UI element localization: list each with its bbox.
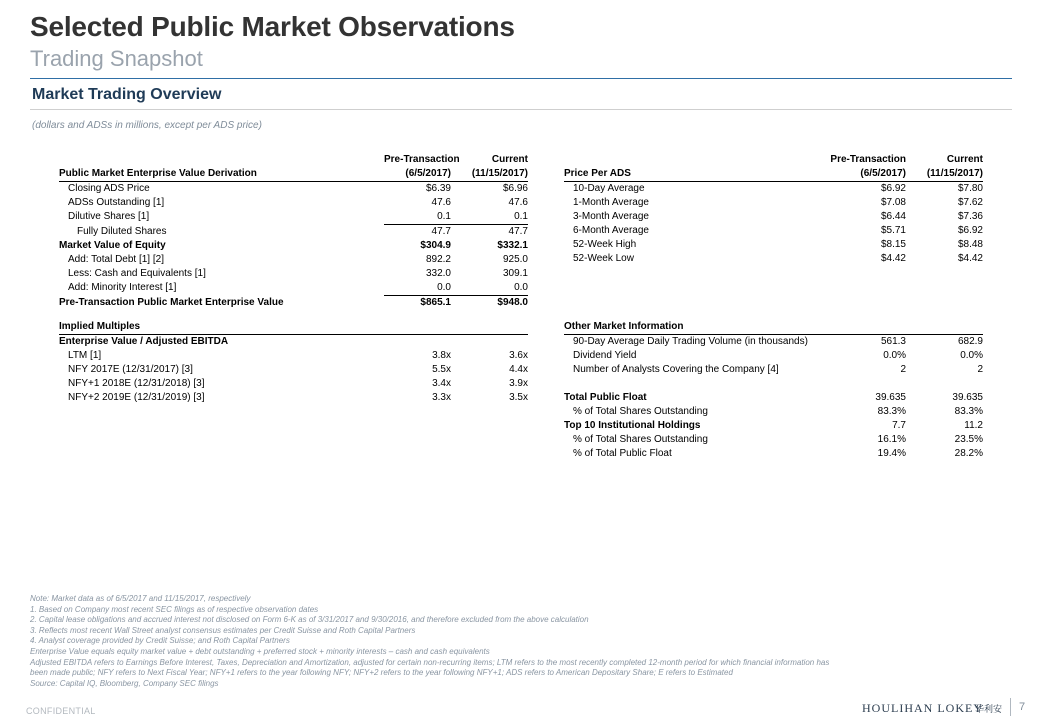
footnote: Source: Capital IQ, Bloomberg, Company SEC filings [30,678,219,688]
table-row: 90-Day Average Daily Trading Volume (in thousands) 561.3 682.9 [573,336,983,347]
multiples-heading: Implied Multiples [59,320,384,335]
table-row: Top 10 Institutional Holdings 7.7 11.2 [564,420,983,431]
table-row: Fully Diluted Shares 47.7 47.7 [77,225,528,237]
footnote: 2. Capital lease obligations and accrued interest not disclosed on Form 6-K as of 3/31/2017 and 9/30/2016, and therefore excluded from the above calculation [30,615,589,625]
table-row: LTM [1] 3.8x 3.6x [68,350,528,361]
table-row: Closing ADS Price $6.39 $6.96 [68,183,528,194]
footnote: 1. Based on Company most recent SEC filings as of respective observation dates [30,604,319,614]
table-row: Less: Cash and Equivalents [1] 332.0 309.1 [68,268,528,279]
footnotes [30,594,990,689]
table-row: Add: Total Debt [1] [2] 892.2 925.0 [68,254,528,265]
table-row: % of Total Shares Outstanding 16.1% 23.5% [573,434,983,445]
table-row: Add: Minority Interest [1] 0.0 0.0 [59,281,528,296]
table-row: Total Public Float 39.635 39.635 [564,392,983,403]
footnote: Adjusted EBITDA refers to Earnings Before Interest, Taxes, Depreciation and Amortization, adjusted for certain non-recurring items; LTM refers to the most recently completed 12-month period for which financial information has [30,657,830,667]
table-row: Dilutive Shares [1] 0.1 0.1 [59,210,528,225]
table-row: Number of Analysts Covering the Company [4] 2 2 [573,364,983,375]
footnote: Enterprise Value equals equity market value + debt outstanding + preferred stock + minority interests – cash and cash equivalents [30,646,490,656]
col-cur-date: (11/15/2017) [451,167,528,182]
footnote: Note: Market data as of 6/5/2017 and 11/15/2017, respectively [30,594,251,603]
table-row: Dividend Yield 0.0% 0.0% [573,350,983,361]
table-row: NFY 2017E (12/31/2017) [3] 5.5x 4.4x [68,364,528,375]
company-logo: HOULIHAN LOKEY [862,701,983,715]
other-heading: Other Market Information [564,320,827,335]
table-row: % of Total Shares Outstanding 83.3% 83.3% [573,406,983,417]
units-note: (dollars and ADSs in millions, except per ADS price) [32,120,262,131]
section-divider [30,109,1012,110]
page-subtitle: Trading Snapshot [30,46,203,71]
table-row: 10-Day Average $6.92 $7.80 [573,183,983,194]
price-per-ads-table: Pre-Transaction Current Price Per ADS (6/5/2017) (11/15/2017) 10-Day Average $6.92 $7.80 1-Month Average $7.08 $7.62 3-Month Average $6.44 $7.36 6-Month Average $5.71 $6.92 52-Week High $8.15 $8.48 52-Week Low $4.42 $4.42 [564,154,983,264]
title-divider [30,78,1012,79]
col-cur-label: Current [491,154,528,165]
other-market-info-table [564,320,983,461]
table-row: NFY+1 2018E (12/31/2018) [3] 3.4x 3.9x [68,378,528,389]
table-row: Market Value of Equity $304.9 $332.1 [59,240,528,251]
table-row: 52-Week Low $4.42 $4.42 [573,253,983,264]
ev-heading: Public Market Enterprise Value Derivation [59,167,384,182]
page-number-divider [1010,698,1011,716]
page-number: 7 [1019,701,1026,713]
page-title: Selected Public Market Observations [30,11,515,42]
table-row: NFY+2 2019E (12/31/2019) [3] 3.3x 3.5x [68,392,528,403]
confidential-label: CONFIDENTIAL [26,706,96,716]
multiples-subheading: Enterprise Value / Adjusted EBITDA [59,336,229,347]
table-row: Pre-Transaction Public Market Enterprise Value $865.1 $948.0 [59,296,528,308]
price-heading: Price Per ADS [564,167,827,182]
table-row: 6-Month Average $5.71 $6.92 [573,225,983,236]
implied-multiples-table [59,320,528,405]
table-row: 52-Week High $8.15 $8.48 [573,239,983,250]
company-logo-cn: 华利安 [975,704,1003,714]
col-pre-label: Pre-Transaction [384,154,460,165]
table-row: % of Total Public Float 19.4% 28.2% [573,448,983,459]
table-row: ADSs Outstanding [1] 47.6 47.6 [68,197,528,208]
footnote: 4. Analyst coverage provided by Credit Suisse; and Roth Capital Partners [30,636,290,646]
col-pre-date: (6/5/2017) [384,167,451,182]
footnote: been made public; NFY refers to Next Fiscal Year; NFY+1 refers to the year following NFY; NFY+2 refers to the year following NFY+1; ADS refers to American Depositary Share; E refers to Estimated [30,668,733,678]
table-row: 3-Month Average $6.44 $7.36 [573,211,983,222]
section-title: Market Trading Overview [32,86,222,103]
ev-derivation-table [59,153,528,310]
footnote: 3. Reflects most recent Wall Street analyst consensus estimates per Credit Suisse and Roth Capital Partners [30,625,416,635]
table-row: 1-Month Average $7.08 $7.62 [573,197,983,208]
